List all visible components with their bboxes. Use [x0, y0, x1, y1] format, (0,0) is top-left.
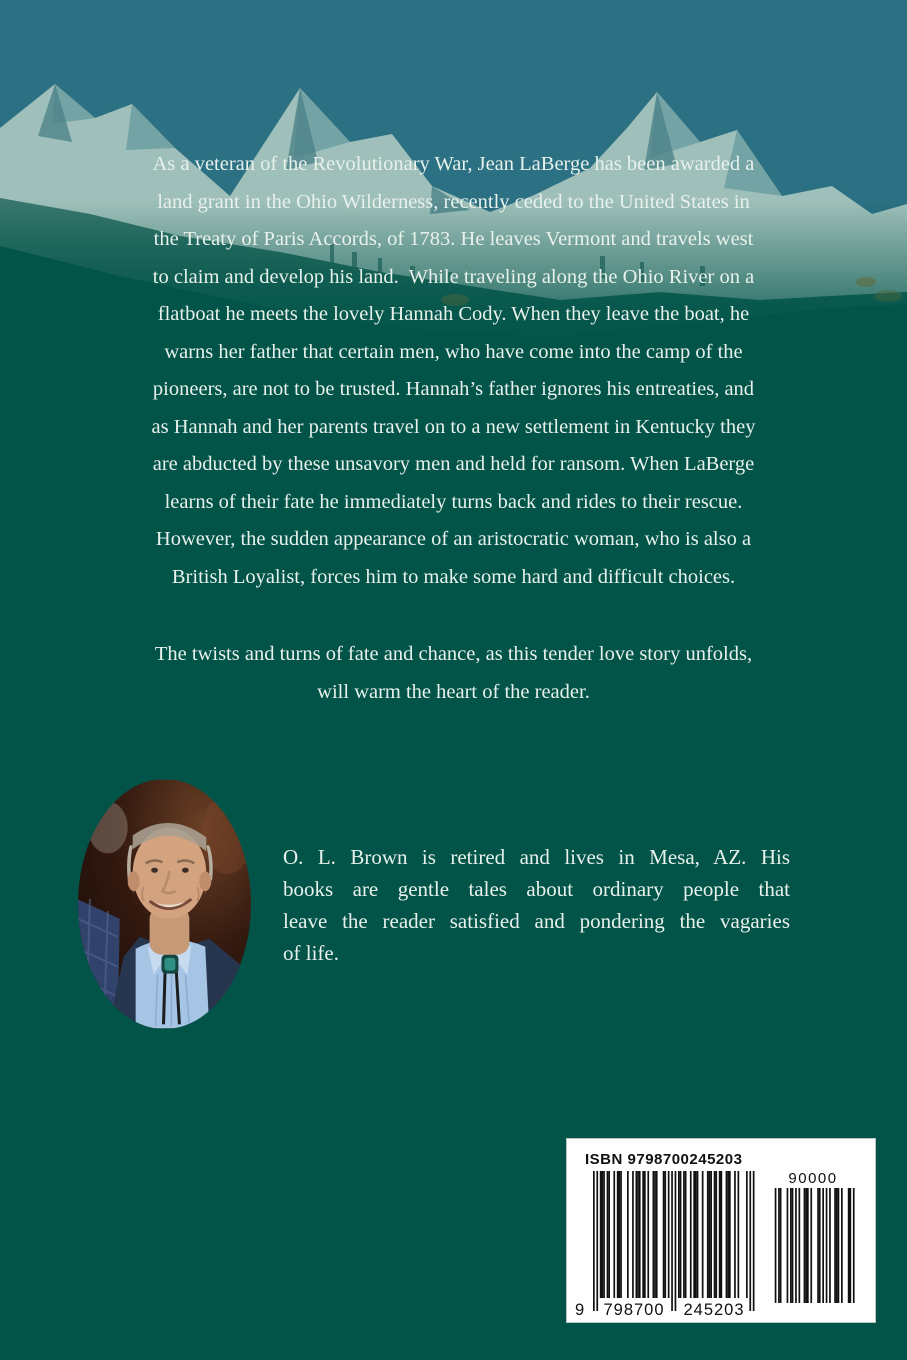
barcode-box — [567, 1139, 875, 1322]
barcode-addon-label: 90000 — [788, 1170, 838, 1187]
isbn-label: ISBN 9798700245203 — [585, 1151, 743, 1168]
text-line: as Hannah and her parents travel on to a new settlement in Kentucky they — [151, 415, 756, 438]
text-line: British Loyalist, forces him to make some hard and difficult choices. — [171, 565, 736, 588]
author-photo — [78, 779, 251, 1029]
text-line: land grant in the Ohio Wilderness, recently ceded to the United States in — [157, 190, 750, 213]
barcode-addon-bars — [775, 1188, 855, 1303]
text-line: As a veteran of the Revolutionary War, Jean LaBerge has been awarded a — [152, 153, 755, 175]
barcode-digit-group1: 798700 — [603, 1301, 665, 1319]
text-line: leave the reader satisfied and pondering the vagaries — [283, 909, 790, 933]
text-line: learns of their fate he immediately turns back and rides to their rescue. — [164, 490, 743, 513]
text-line: to claim and develop his land. While traveling along the Ohio River on a — [152, 265, 755, 288]
author-portrait-art — [78, 779, 251, 1029]
closing-text — [0, 636, 907, 711]
barcode-digit-group2: 245203 — [683, 1301, 745, 1319]
plaid-shoulder — [78, 897, 120, 1028]
text-line: the Treaty of Paris Accords, of 1783. He leaves Vermont and travels west — [153, 228, 754, 250]
text-line: warns her father that certain men, who have come into the camp of the — [164, 340, 743, 363]
text-line: books are gentle tales about ordinary people that — [283, 877, 790, 901]
author-bio — [283, 841, 790, 969]
text-line: will warm the heart of the reader. — [317, 680, 590, 703]
text-line: The twists and turns of fate and chance, as this tender love story unfolds, — [154, 643, 753, 665]
barcode-main-bars — [593, 1171, 755, 1311]
text-line: O. L. Brown is retired and lives in Mesa, AZ. His — [283, 845, 790, 869]
text-line: are abducted by these unsavory men and held for ransom. When LaBerge — [152, 453, 755, 475]
text-line: However, the sudden appearance of an aristocratic woman, who is also a — [155, 528, 752, 550]
text-line: flatboat he meets the lovely Hannah Cody. When they leave the boat, he — [157, 303, 750, 325]
text-line: pioneers, are not to be trusted. Hannah’s father ignores his entreaties, and — [152, 378, 755, 400]
synopsis-text — [0, 146, 907, 596]
barcode-digit-left: 9 — [575, 1301, 586, 1319]
text-line: of life. — [283, 941, 339, 965]
